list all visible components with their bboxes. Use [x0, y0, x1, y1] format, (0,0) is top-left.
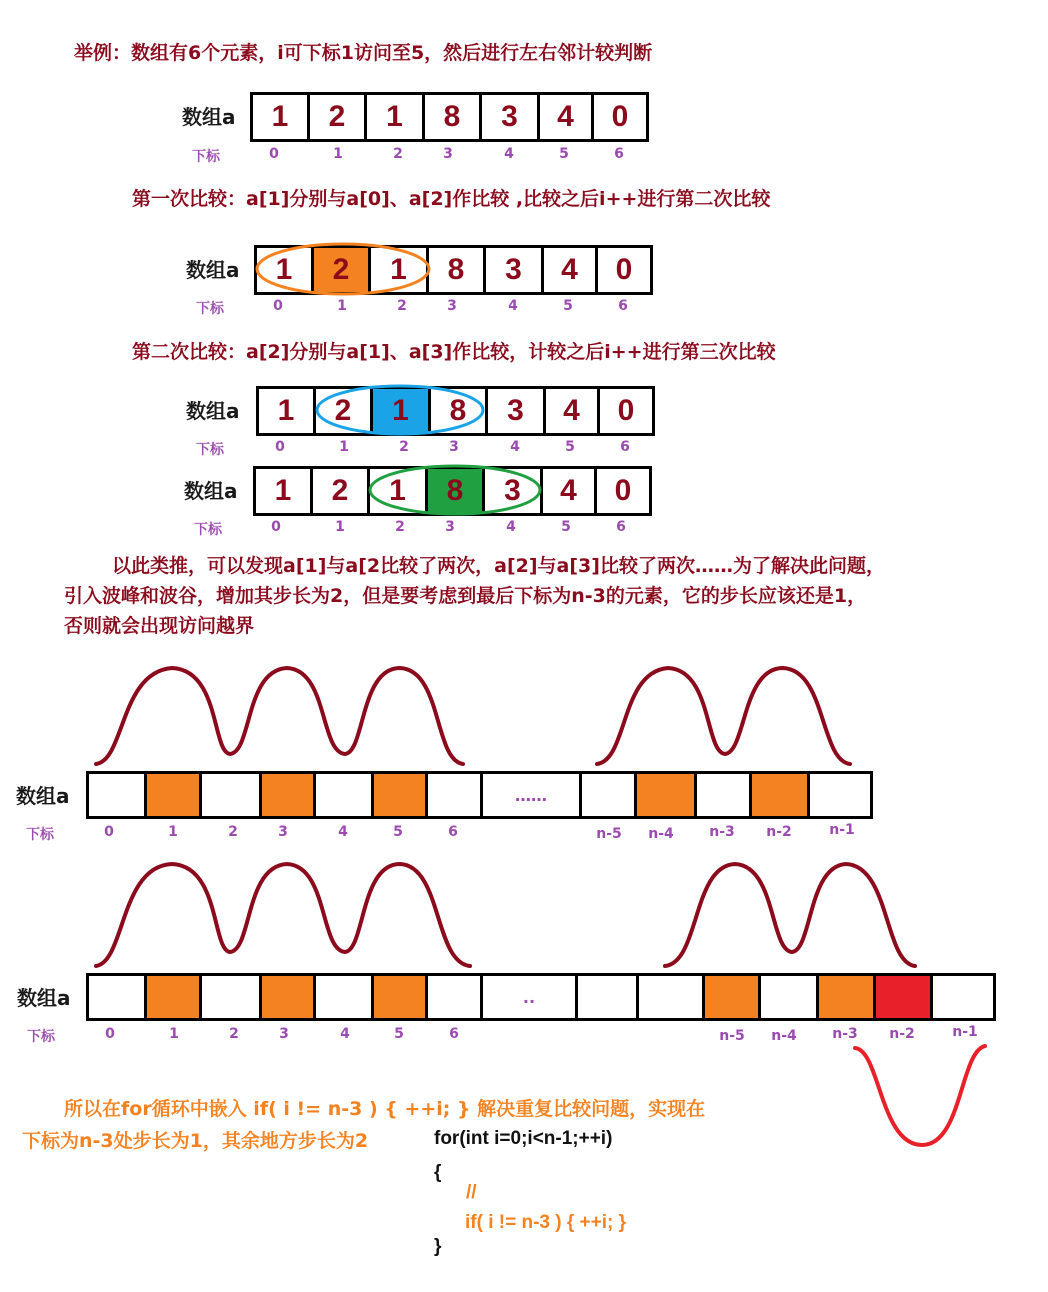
code-line-open-brace: {	[434, 1162, 442, 1183]
code-line-close-brace: }	[434, 1236, 442, 1257]
index-value: 1	[333, 146, 343, 162]
index-value: n-1	[952, 1024, 978, 1040]
array-cell-highlight: 2	[311, 245, 371, 295]
array-cell: 4	[541, 245, 598, 295]
conclusion-line-2: 下标为n-3处步长为1，其余地方步长为2	[22, 1130, 369, 1152]
array-cell: 1	[368, 245, 429, 295]
code-line-for: for(int i=0;i<n-1;++i)	[434, 1128, 613, 1149]
index-value: 4	[508, 298, 518, 314]
array-cell: 0	[594, 466, 652, 516]
index-value: 3	[449, 439, 459, 455]
index-value: 5	[561, 519, 571, 535]
array-cell: 8	[428, 386, 488, 436]
array-cell: 1	[367, 466, 428, 516]
index-value: 3	[445, 519, 455, 535]
index-value: n-2	[766, 824, 792, 840]
array-cell: 3	[479, 92, 540, 142]
index-value: n-1	[829, 822, 855, 838]
index-value: n-4	[648, 826, 674, 842]
index-value: 2	[228, 824, 238, 840]
index-value: 1	[339, 439, 349, 455]
explanation-line-2: 引入波峰和波谷，增加其步长为2，但是要考虑到最后下标为n-3的元素，它的步长应该还是1，	[64, 585, 867, 607]
array-cell: 4	[540, 466, 597, 516]
wave-peaks-2	[96, 864, 915, 966]
conclusion-line-1: 所以在for循环中嵌入 if( i != n-3 ) { ++i; } 解决重复比较问题，实现在	[64, 1098, 706, 1120]
index-label: 下标	[27, 1029, 55, 1045]
comparison-ellipse-blue	[317, 386, 483, 434]
index-value: n-2	[889, 1026, 915, 1042]
array-cell: 2	[307, 92, 367, 142]
index-value: 4	[504, 146, 514, 162]
index-value: 4	[340, 1026, 350, 1042]
array-cell: 1	[364, 92, 425, 142]
step-1-text: 第一次比较：a[1]分别与a[0]、a[2]作比较 ,比较之后i++进行第二次比较	[132, 188, 771, 210]
index-value: 2	[393, 146, 403, 162]
index-value: 5	[394, 1026, 404, 1042]
index-value: 3	[279, 1026, 289, 1042]
code-line-comment: //	[466, 1182, 477, 1203]
index-value: 0	[105, 1026, 115, 1042]
index-value: n-3	[709, 824, 735, 840]
index-value: 3	[278, 824, 288, 840]
index-label: 下标	[192, 149, 220, 165]
array-cell: 0	[597, 386, 655, 436]
index-value: 6	[616, 519, 626, 535]
array-label: 数组a	[184, 479, 238, 503]
index-value: 1	[169, 1026, 179, 1042]
array-cell-highlight: 1	[370, 386, 431, 436]
index-value: n-5	[719, 1028, 745, 1044]
step-2-text: 第二次比较：a[2]分别与a[1]、a[3]作比较，计较之后i++进行第三次比较	[132, 341, 776, 363]
array-cell: 0	[595, 245, 653, 295]
index-value: 0	[275, 439, 285, 455]
code-line-if: if( i != n-3 ) { ++i; }	[465, 1212, 626, 1233]
comparison-ellipse-green	[370, 466, 540, 514]
index-value: 5	[393, 824, 403, 840]
array-label: 数组a	[16, 784, 70, 808]
array-cell-highlight: 8	[425, 466, 485, 516]
index-value: 3	[443, 146, 453, 162]
index-value: n-3	[832, 1026, 858, 1042]
index-value: 6	[620, 439, 630, 455]
array-cell: 3	[483, 245, 544, 295]
array-cell: 4	[537, 92, 594, 142]
array-label: 数组a	[182, 105, 236, 129]
array-cell: 8	[426, 245, 486, 295]
index-value: 2	[397, 298, 407, 314]
index-label: 下标	[194, 522, 222, 538]
index-value: 5	[565, 439, 575, 455]
wave-peaks-1	[96, 668, 850, 764]
index-value: 0	[104, 824, 114, 840]
wave-trough	[855, 1046, 985, 1145]
array-cell: 0	[591, 92, 649, 142]
wave-cell-ellipsis: ..	[480, 973, 578, 1021]
array-cell: 2	[313, 386, 373, 436]
index-value: 0	[271, 519, 281, 535]
index-value: 5	[563, 298, 573, 314]
array-cell: 8	[422, 92, 482, 142]
index-value: 1	[168, 824, 178, 840]
index-value: 6	[449, 1026, 459, 1042]
array-cell: 4	[543, 386, 600, 436]
index-label: 下标	[26, 827, 54, 843]
array-label: 数组a	[17, 986, 71, 1010]
index-value: 2	[399, 439, 409, 455]
array-cell: 3	[482, 466, 543, 516]
array-cell: 1	[256, 386, 316, 436]
array-label: 数组a	[186, 258, 240, 282]
array-cell: 1	[254, 245, 314, 295]
index-value: 6	[614, 146, 624, 162]
index-value: 6	[618, 298, 628, 314]
index-value: 4	[510, 439, 520, 455]
explanation-line-1: 以此类推，可以发现a[1]与a[2比较了两次，a[2]与a[3]比较了两次……为了解决此问题，	[112, 555, 885, 577]
array-cell: 3	[485, 386, 546, 436]
explanation-line-3: 否则就会出现访问越界	[64, 615, 255, 637]
index-value: 2	[395, 519, 405, 535]
array-cell: 2	[310, 466, 370, 516]
index-value: n-4	[771, 1028, 797, 1044]
array-cell: 1	[250, 92, 310, 142]
index-value: 3	[447, 298, 457, 314]
index-value: 4	[338, 824, 348, 840]
index-value: 4	[506, 519, 516, 535]
index-value: 0	[269, 146, 279, 162]
array-label: 数组a	[186, 399, 240, 423]
index-label: 下标	[196, 442, 224, 458]
index-value: 0	[273, 298, 283, 314]
index-label: 下标	[196, 301, 224, 317]
comparison-ellipse-orange	[257, 244, 429, 294]
array-cell: 1	[253, 466, 313, 516]
index-value: 1	[335, 519, 345, 535]
page-title: 举例：数组有6个元素，i可下标1访问至5，然后进行左右邻计较判断	[74, 42, 653, 64]
index-value: n-5	[596, 826, 622, 842]
index-value: 5	[559, 146, 569, 162]
index-value: 2	[229, 1026, 239, 1042]
index-value: 6	[448, 824, 458, 840]
index-value: 1	[337, 298, 347, 314]
wave-cell-ellipsis: ……	[480, 771, 582, 819]
